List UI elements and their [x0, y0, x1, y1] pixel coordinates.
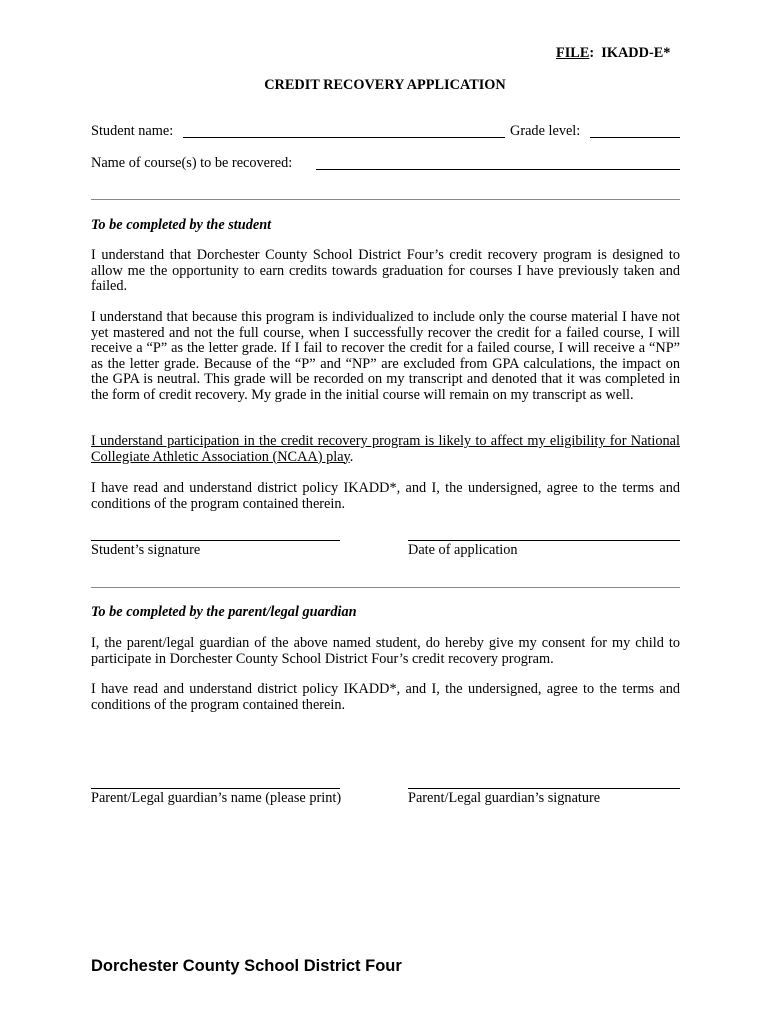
student-para-2: I understand that because this program is individualized to include only the course material I have not yet mastered and not the full course, when I successfully recover the credit for a failed course, I will receive a “P” as the letter grade. If I fail to recover the credit for a failed course, I will receive a “NP” as the letter grade. Because of the “P” and “NP” are excluded from GPA calculations, the impact on the GPA is neutral. This grade will be recorded on my transcript and denoted that it was completed in the form of credit recovery. My grade in the initial course will remain on my transcript as well. — [91, 309, 680, 403]
student-name-label: Student name: — [91, 123, 174, 139]
ncaa-notice-period: . — [349, 448, 354, 465]
student-signature-field[interactable] — [91, 540, 340, 541]
section-divider-1 — [91, 199, 680, 200]
application-date-label: Date of application — [408, 542, 518, 558]
section-divider-2 — [91, 587, 680, 588]
student-agreement: I have read and understand district policy IKADD*, and I, the undersigned, agree to the terms and conditions of the program contained therein. — [91, 480, 680, 512]
file-colon: : — [589, 45, 595, 61]
guardian-section-heading: To be completed by the parent/legal guardian — [91, 604, 357, 620]
file-code: IKADD-E* — [601, 45, 671, 61]
guardian-name-field[interactable] — [91, 788, 340, 789]
file-label: FILE — [556, 45, 590, 61]
ncaa-notice — [91, 434, 680, 465]
application-date-field[interactable] — [408, 540, 680, 541]
student-section-heading: To be completed by the student — [91, 217, 272, 233]
guardian-signature-field[interactable] — [408, 788, 680, 789]
student-para-1: I understand that Dorchester County School District Four’s credit recovery program is designed to allow me the opportunity to earn credits towards graduation for courses I have previously taken and failed. — [91, 247, 680, 295]
page-title: CREDIT RECOVERY APPLICATION — [264, 77, 506, 93]
guardian-signature-label: Parent/Legal guardian’s signature — [408, 790, 601, 806]
courses-label: Name of course(s) to be recovered: — [91, 155, 293, 171]
grade-level-label: Grade level: — [510, 123, 581, 139]
guardian-consent: I, the parent/legal guardian of the above named student, do hereby give my consent for my child to participate in Dorchester County School District Four’s credit recovery program. — [91, 635, 680, 667]
grade-level-field[interactable] — [590, 137, 680, 138]
district-footer: Dorchester County School District Four — [91, 957, 402, 975]
guardian-agreement: I have read and understand district policy IKADD*, and I, the undersigned, agree to the terms and conditions of the program contained therein. — [91, 681, 680, 713]
courses-field[interactable] — [316, 169, 680, 170]
student-name-field[interactable] — [183, 137, 505, 138]
file-code-header — [556, 45, 670, 62]
ncaa-notice-text: I understand participation in the credit recovery program is likely to affect my eligibility for National Collegiate Athletic Association (NCAA) play — [91, 433, 680, 465]
student-signature-label: Student’s signature — [91, 542, 201, 558]
guardian-name-label: Parent/Legal guardian’s name (please print) — [91, 790, 342, 806]
